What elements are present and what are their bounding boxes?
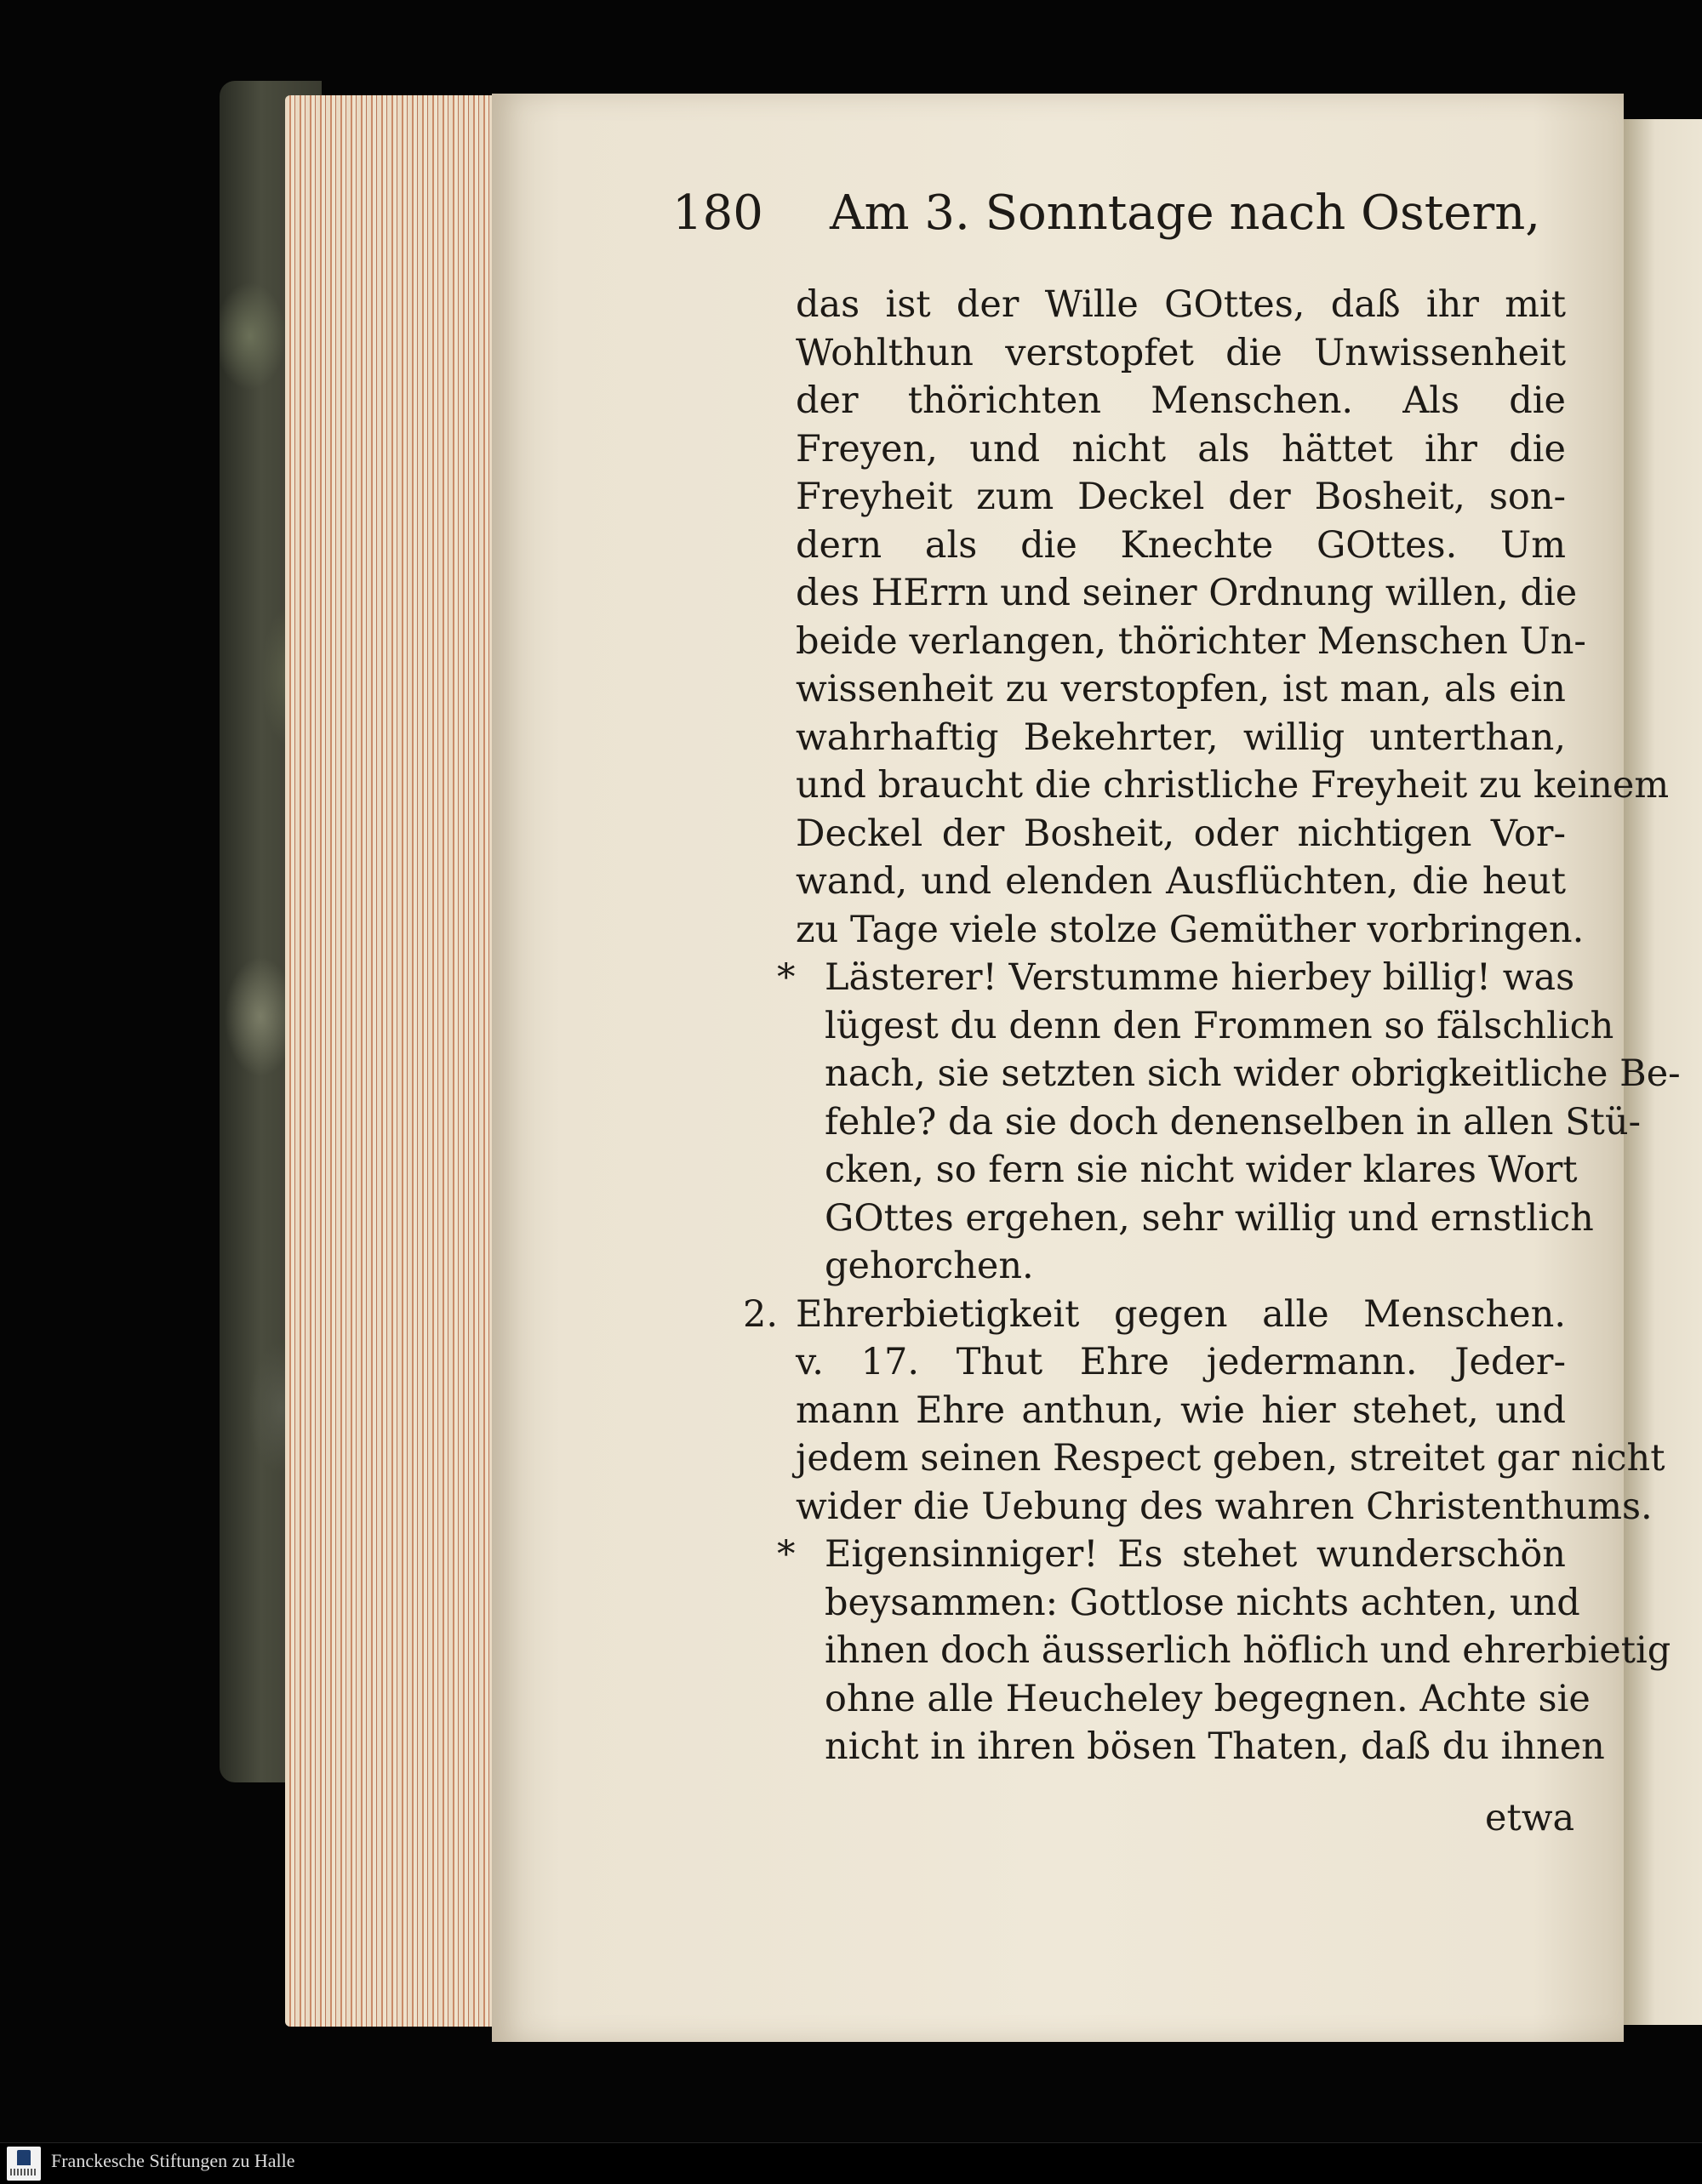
text-line bbox=[796, 906, 1585, 955]
text-line-content: fehle? da sie doch denenselben in allen Stü- bbox=[825, 1100, 1642, 1143]
text-line-content: der thörichten Menschen. Als die bbox=[796, 379, 1566, 422]
text-line-content: zu Tage viele stolze Gemüther vorbringen. bbox=[796, 908, 1585, 951]
text-line bbox=[796, 1387, 1566, 1435]
institution-label: Franckesche Stiftungen zu Halle bbox=[51, 2150, 295, 2171]
text-line-content: nach, sie setzten sich wider obrigkeitliche Be- bbox=[825, 1052, 1681, 1095]
text-line-content: Ehrerbietigkeit gegen alle Menschen. bbox=[796, 1292, 1566, 1336]
text-line bbox=[796, 1146, 1578, 1195]
text-line-content: ohne alle Heucheley begegnen. Achte sie bbox=[825, 1677, 1591, 1720]
text-line-content: wahrhaftig Bekehrter, willig unterthan, bbox=[796, 716, 1566, 759]
text-line bbox=[796, 425, 1566, 474]
text-line-content: GOttes ergehen, sehr willig und ernstlich bbox=[825, 1196, 1594, 1240]
page-edges bbox=[285, 95, 502, 2027]
text-line-content: beide verlangen, thörichter Menschen Un- bbox=[796, 619, 1586, 663]
text-line-content: gehorchen. bbox=[825, 1245, 1034, 1287]
text-line-content: wissenheit zu verstopfen, ist man, als ein bbox=[796, 668, 1566, 710]
asterisk-marker: * bbox=[777, 956, 796, 999]
text-line bbox=[743, 1291, 1566, 1339]
text-line bbox=[796, 329, 1566, 378]
text-line-content: lügest du denn den Frommen so fälschlich bbox=[825, 1004, 1614, 1047]
text-line bbox=[796, 618, 1586, 666]
text-line bbox=[796, 281, 1566, 329]
text-line-content: Deckel der Bosheit, oder nichtigen Vor- bbox=[796, 812, 1566, 855]
catchword: etwa bbox=[1485, 1797, 1575, 1839]
text-line bbox=[796, 1338, 1566, 1387]
text-line bbox=[796, 665, 1566, 714]
text-line-content: beysammen: Gottlose nichts achten, und bbox=[825, 1581, 1580, 1624]
text-line bbox=[777, 1531, 1566, 1579]
text-line-content: Freyheit zum Deckel der Bosheit, son- bbox=[796, 476, 1566, 518]
text-line-content: mann Ehre anthun, wie hier stehet, und bbox=[796, 1389, 1566, 1432]
asterisk-marker: * bbox=[777, 1533, 796, 1576]
text-line bbox=[777, 954, 1575, 1002]
section-number: 2. bbox=[743, 1292, 779, 1336]
text-line-content: Freyen, und nicht als hättet ihr die bbox=[796, 427, 1566, 470]
text-line bbox=[796, 810, 1566, 858]
text-line bbox=[796, 1675, 1591, 1724]
text-line-content: Wohlthun verstopfet die Unwissenheit bbox=[796, 331, 1566, 374]
text-line bbox=[796, 1050, 1681, 1098]
text-line bbox=[796, 1434, 1665, 1483]
text-line bbox=[796, 1002, 1614, 1051]
body-text bbox=[743, 281, 1681, 1771]
text-line-content: wider die Uebung des wahren Christenthums. bbox=[796, 1485, 1653, 1528]
text-line bbox=[796, 1483, 1653, 1531]
text-line-content: dern als die Knechte GOttes. Um bbox=[796, 523, 1566, 567]
text-line-content: Eigensinniger! Es stehet wunderschön bbox=[825, 1533, 1566, 1576]
text-line-content: das ist der Wille GOttes, daß ihr mit bbox=[796, 283, 1566, 326]
running-title: Am 3. Sonntage nach Ostern, bbox=[830, 185, 1541, 241]
text-line bbox=[796, 522, 1566, 570]
text-line bbox=[796, 858, 1566, 906]
text-line bbox=[796, 1242, 1566, 1291]
text-line-content: wand, und elenden Ausflüchten, die heut bbox=[796, 860, 1566, 903]
text-line-content: v. 17. Thut Ehre jedermann. Jeder- bbox=[796, 1341, 1566, 1383]
text-line bbox=[796, 1579, 1580, 1628]
institution-logo-icon bbox=[7, 2147, 41, 2181]
text-line bbox=[796, 473, 1566, 522]
text-line bbox=[796, 1627, 1671, 1675]
text-line-content: Lästerer! Verstumme hierbey billig! was bbox=[825, 956, 1575, 999]
page-number: 180 bbox=[672, 185, 763, 241]
text-line bbox=[796, 377, 1566, 425]
text-line bbox=[796, 761, 1670, 810]
text-line bbox=[796, 1195, 1594, 1243]
text-line bbox=[796, 1723, 1605, 1771]
text-line bbox=[796, 714, 1566, 762]
text-line-content: und braucht die christliche Freyheit zu keinem bbox=[796, 764, 1670, 807]
text-line bbox=[796, 1098, 1642, 1147]
text-line bbox=[796, 569, 1578, 618]
text-line-content: nicht in ihren bösen Thaten, daß du ihnen bbox=[825, 1725, 1605, 1768]
text-line-content: jedem seinen Respect geben, streitet gar nicht bbox=[796, 1437, 1665, 1480]
text-line-content: ihnen doch äusserlich höflich und ehrerbietig bbox=[825, 1629, 1671, 1672]
text-line-content: cken, so fern sie nicht wider klares Wort bbox=[825, 1149, 1578, 1191]
text-line-content: des HErrn und seiner Ordnung willen, die bbox=[796, 572, 1578, 614]
